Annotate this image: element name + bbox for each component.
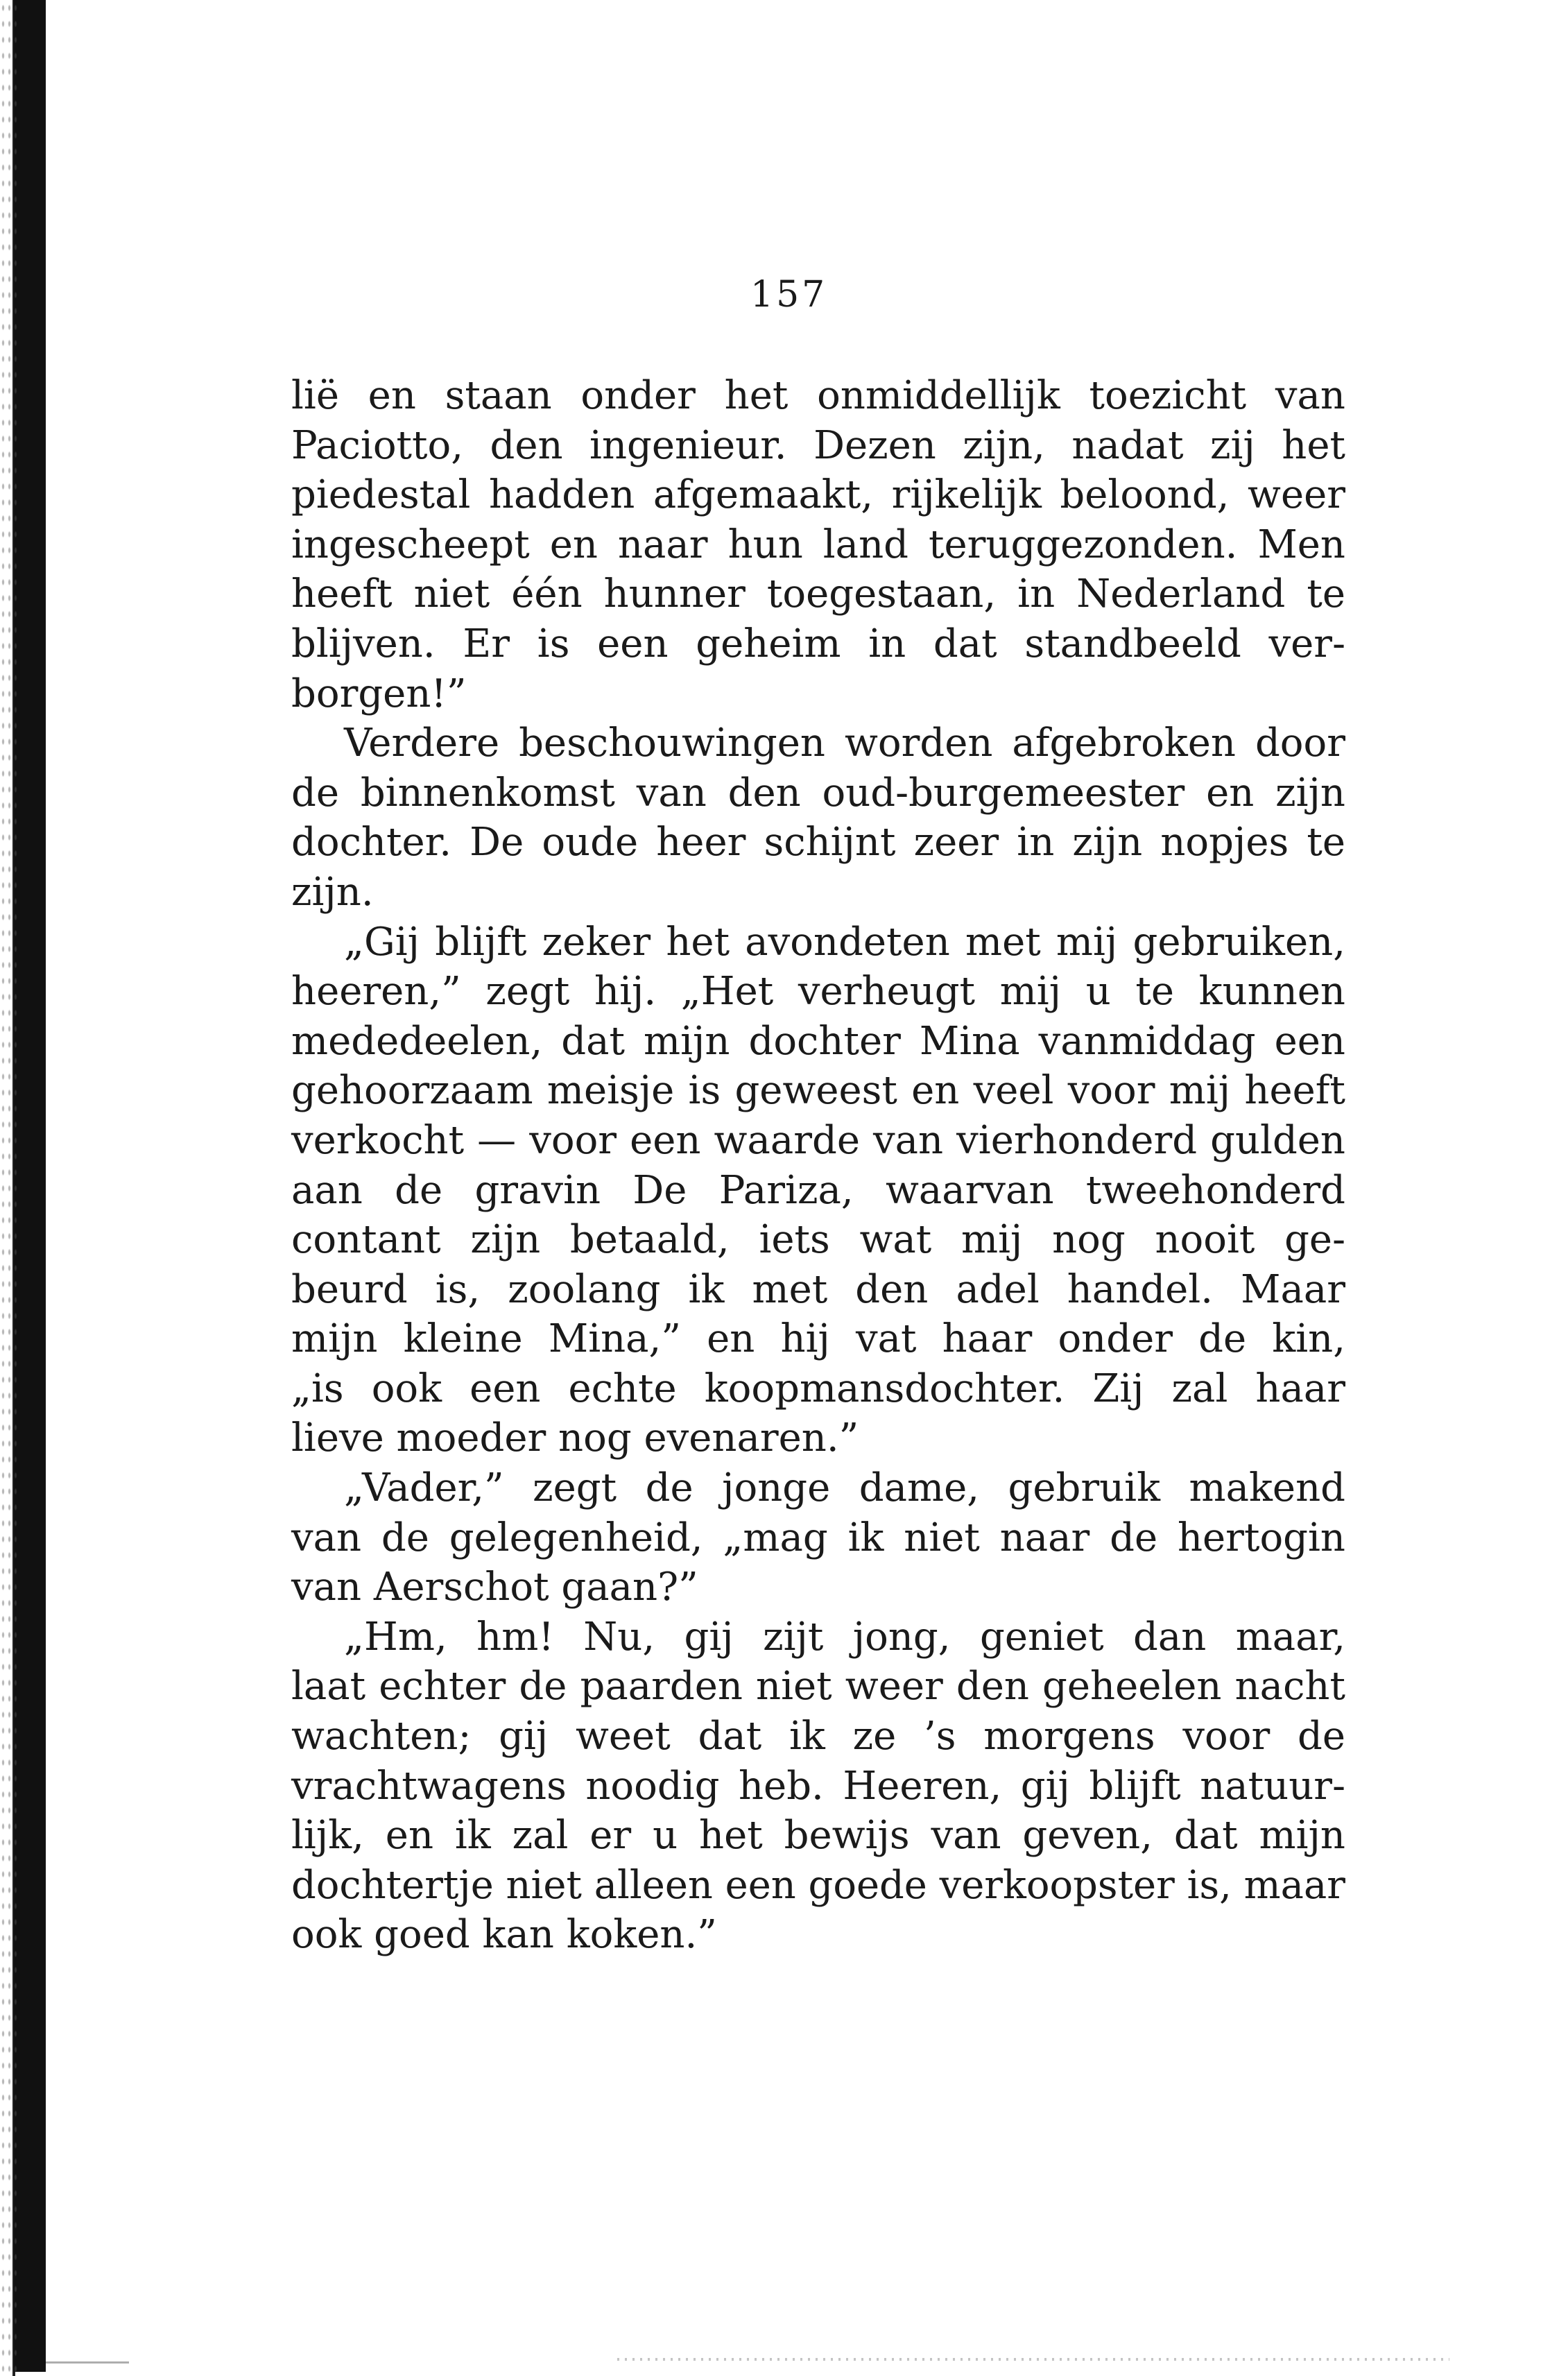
scan-noise [617, 2358, 1449, 2361]
text-line: lijk, en ik zal er u het bewijs van geven, dat mijn [291, 1813, 1345, 1859]
text-line: piedestal hadden afgemaakt, rijkelijk beloond, weer [291, 472, 1345, 518]
scan-mark [46, 2361, 129, 2364]
text-line: „Hm, hm! Nu, gij zijt jong, geniet dan maar, [344, 1614, 1345, 1660]
text-line: Paciotto, den ingenieur. Dezen zijn, nadat zij het [291, 422, 1345, 468]
text-line: heeft niet één hunner toegestaan, in Nederland te [291, 571, 1345, 617]
text-line: vrachtwagens noodig heb. Heeren, gij blijft natuur- [291, 1763, 1345, 1809]
text-line: ingescheept en naar hun land teruggezonden. Men [291, 522, 1345, 567]
text-line: zijn. [291, 869, 374, 915]
text-line: „Gij blijft zeker het avondeten met mij gebruiken, [344, 919, 1345, 965]
text-line: lieve moeder nog evenaren.” [291, 1415, 859, 1461]
text-line: mededeelen, dat mijn dochter Mina vanmiddag een [291, 1018, 1345, 1064]
text-line: Verdere beschouwingen worden afgebroken door [344, 721, 1345, 766]
text-line: van de gelegenheid, „mag ik niet naar de hertogin [291, 1515, 1345, 1560]
text-line: heeren,” zegt hij. „Het verheugt mij u te kunnen [291, 969, 1345, 1015]
text-line: dochter. De oude heer schijnt zeer in zijn nopjes te [291, 820, 1345, 866]
text-line: „is ook een echte koopmansdochter. Zij zal haar [291, 1366, 1345, 1411]
text-line: lië en staan onder het onmiddellijk toezicht van [291, 373, 1345, 418]
text-line: verkocht — voor een waarde van vierhonderd gulden [291, 1117, 1345, 1163]
text-line: mijn kleine Mina,” en hij vat haar onder de kin, [291, 1316, 1345, 1362]
text-line: van Aerschot gaan?” [291, 1565, 698, 1610]
text-line: wachten; gij weet dat ik ze ’s morgens voor de [291, 1714, 1345, 1759]
text-line: dochtertje niet alleen een goede verkoopster is, maar [291, 1862, 1345, 1908]
text-line: beurd is, zoolang ik met den adel handel. Maar [291, 1266, 1345, 1312]
text-line: de binnenkomst van den oud-burgemeester en zijn [291, 770, 1345, 816]
text-line: blijven. Er is een geheim in dat standbeeld ver- [291, 621, 1345, 666]
text-line: laat echter de paarden niet weer den geheelen nacht [291, 1664, 1345, 1710]
page-number: 157 [750, 274, 828, 316]
text-line: „Vader,” zegt de jonge dame, gebruik makend [344, 1465, 1345, 1511]
text-line: aan de gravin De Pariza, waarvan tweehonderd [291, 1167, 1345, 1213]
binding-speckle [0, 0, 19, 2376]
text-line: gehoorzaam meisje is geweest en veel voor mij heeft [291, 1068, 1345, 1114]
text-line: borgen!” [291, 671, 467, 716]
text-line: contant zijn betaald, iets wat mij nog nooit ge- [291, 1217, 1345, 1263]
text-line: ook goed kan koken.” [291, 1912, 717, 1958]
body-text [291, 371, 1345, 1960]
